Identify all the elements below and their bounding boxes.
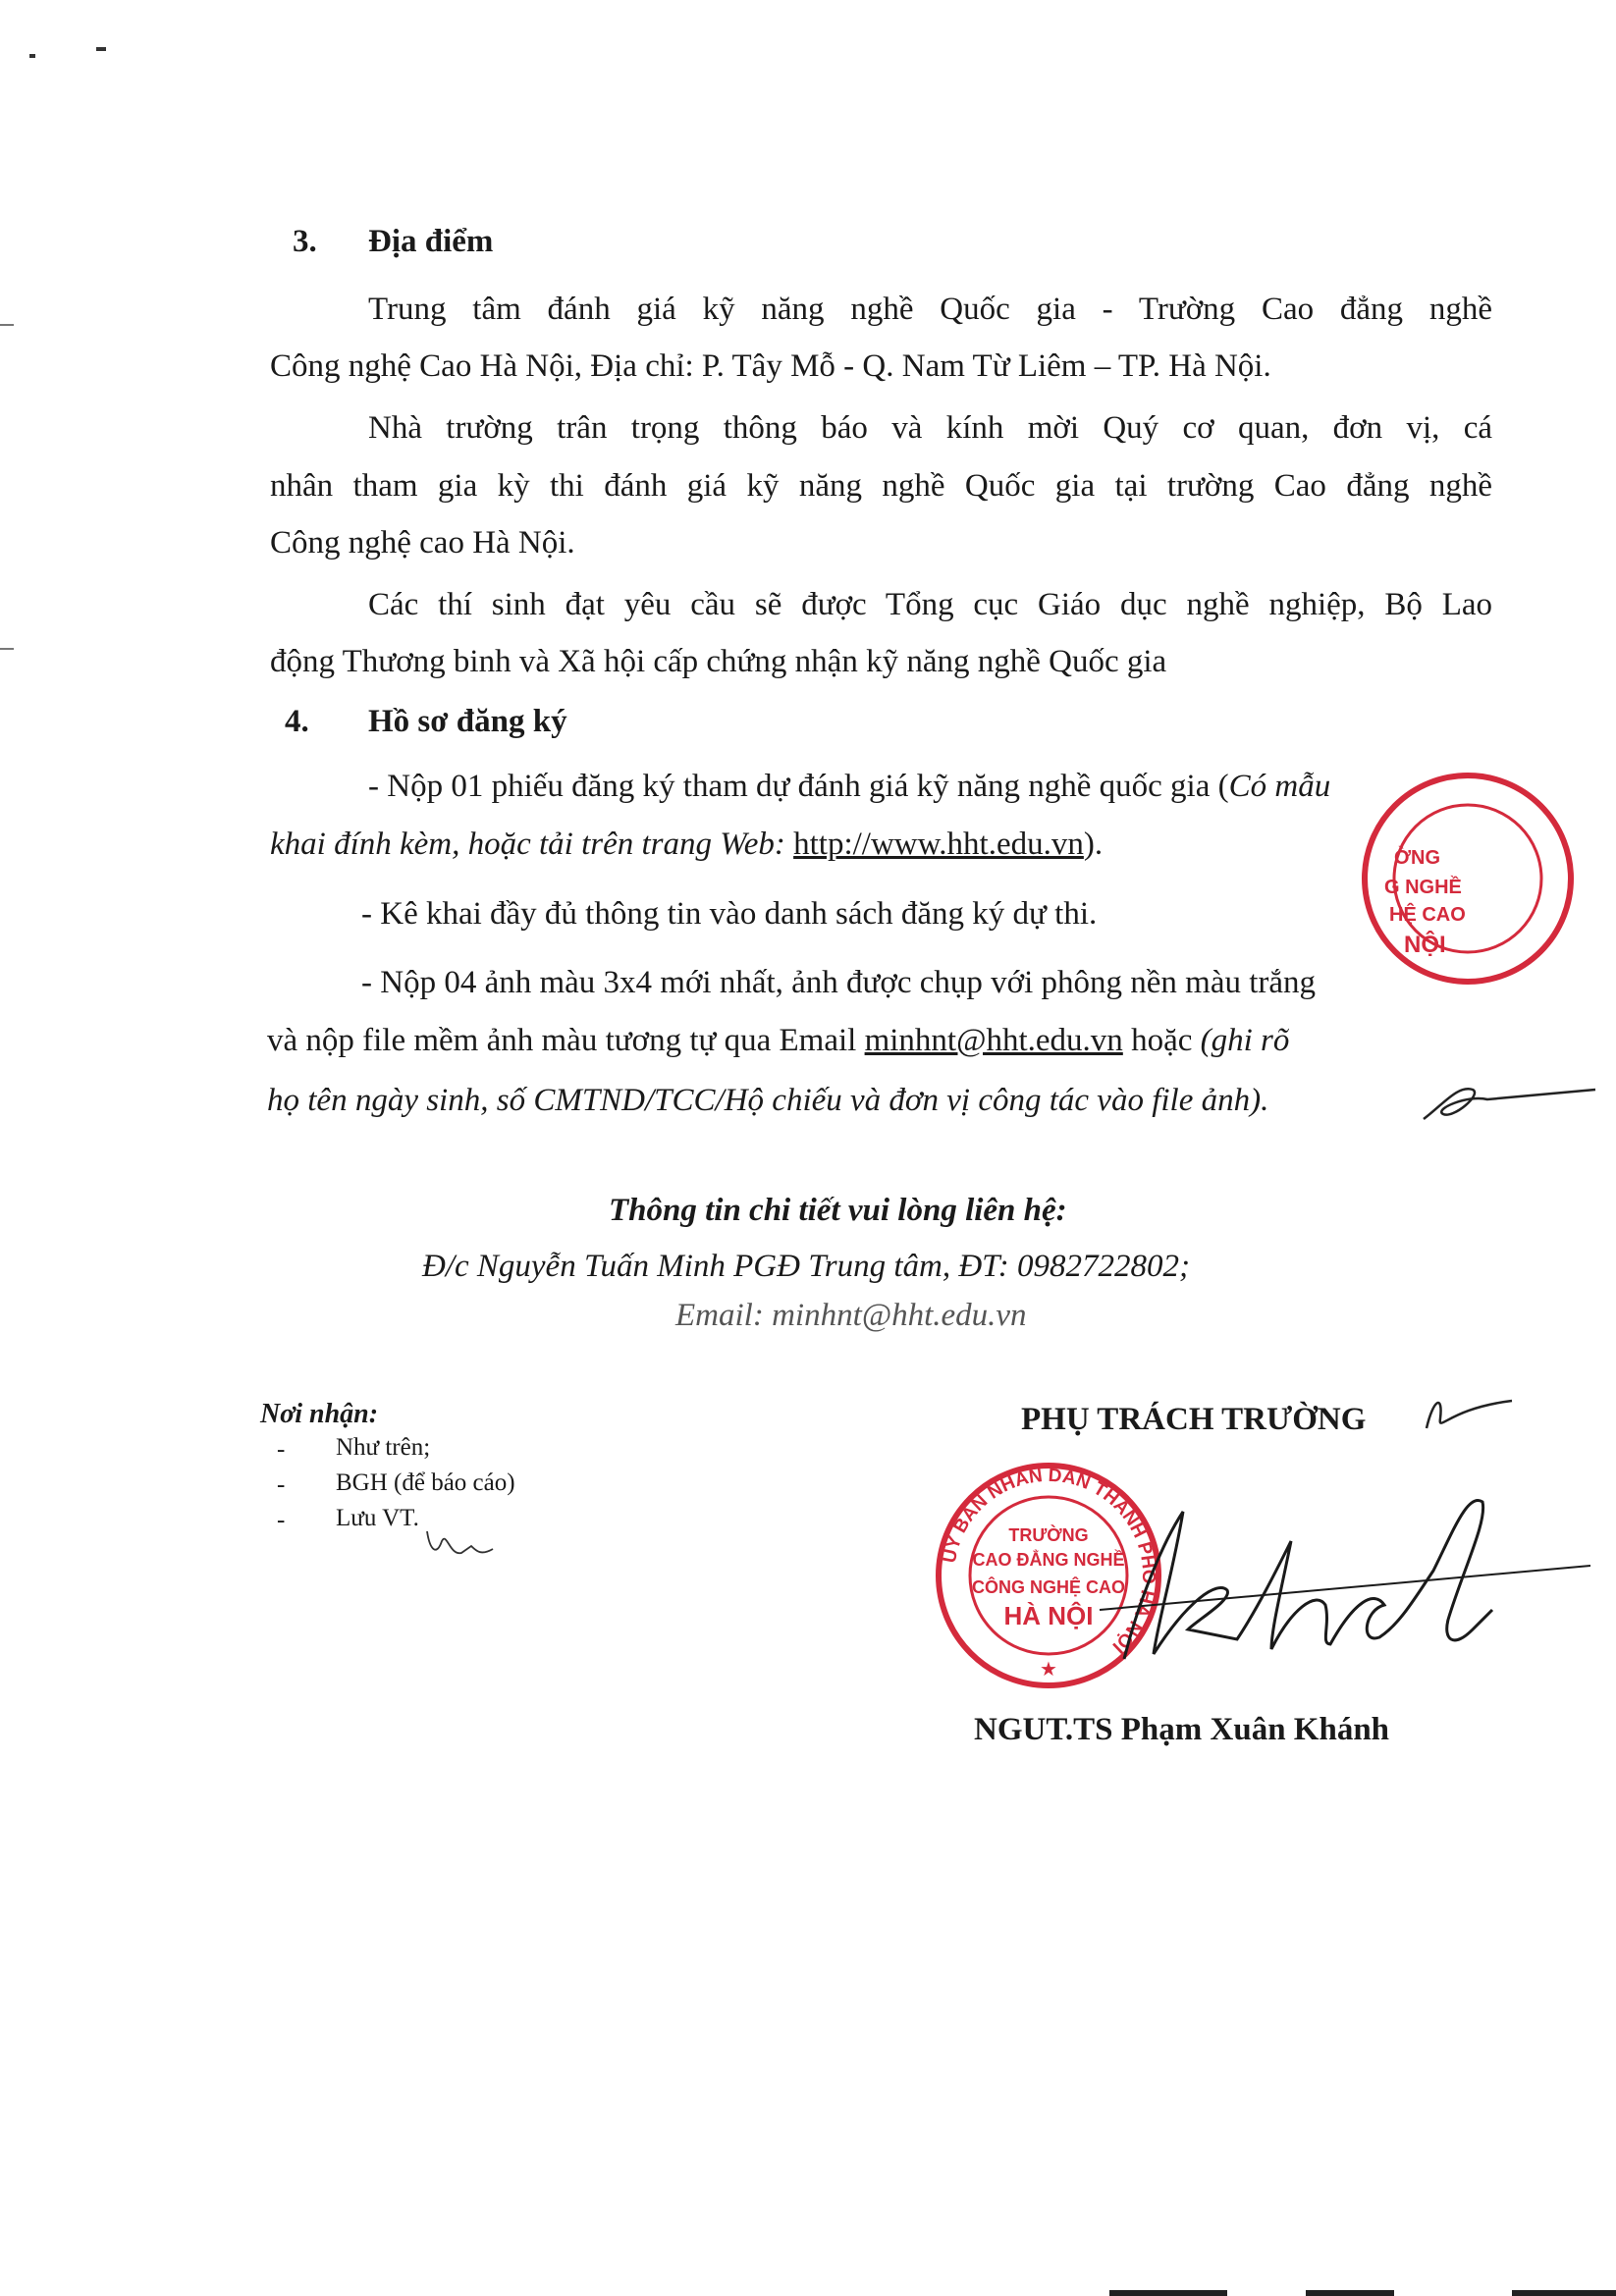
section-4-item-3-line-3 [267, 1083, 1268, 1119]
official-seal-partial [1355, 766, 1581, 991]
svg-text:ỦY BAN NHÂN DÂN THÀNH PHỐ HÀ N: ỦY BAN NHÂN DÂN THÀNH PHỐ HÀ NỘI [939, 1465, 1159, 1658]
margin-mark [0, 324, 14, 326]
item-3-text-b: hoặc [1122, 1023, 1201, 1058]
signature-title: PHỤ TRÁCH TRƯỜNG [1021, 1402, 1367, 1437]
recipient-dash: - [277, 1507, 286, 1533]
recipients-title: Nơi nhận: [260, 1399, 379, 1429]
svg-text:NỘI: NỘI [1404, 932, 1446, 958]
section-3-paragraph-1-line-1: Trung tâm đánh giá kỹ năng nghề Quốc gia - Trường Cao đẳng nghề [368, 292, 1492, 327]
section-4-number: 4. [285, 704, 309, 739]
svg-text:CAO ĐẲNG NGHỀ: CAO ĐẲNG NGHỀ [972, 1550, 1125, 1570]
item-1-text: - Nộp 01 phiếu đăng ký tham dự đánh giá kỹ năng nghề quốc gia ( [368, 769, 1229, 804]
scan-speck [29, 54, 35, 58]
recipient-item: Lưu VT. [336, 1505, 419, 1531]
scan-edge [1306, 2290, 1394, 2296]
section-3-paragraph-2-line-2: nhân tham gia kỳ thi đánh giá kỹ năng nghề Quốc gia tại trường Cao đẳng nghề [270, 468, 1492, 504]
item-1-italic-2: khai đính kèm, hoặc tải trên trang Web: [270, 827, 794, 862]
svg-text:★: ★ [1040, 1659, 1057, 1681]
recipient-dash: - [277, 1471, 286, 1498]
svg-text:HÀ NỘI: HÀ NỘI [1003, 1601, 1094, 1630]
item-1-italic: Có mẫu [1228, 769, 1331, 804]
email-link[interactable]: minhnt@hht.edu.vn [864, 1023, 1123, 1058]
scan-edge [1512, 2290, 1616, 2296]
section-4-item-3-line-2 [267, 1023, 1289, 1059]
contact-person: Đ/c Nguyễn Tuấn Minh PGĐ Trung tâm, ĐT: 0982722802; [422, 1249, 1190, 1284]
section-4-item-2: - Kê khai đầy đủ thông tin vào danh sách đăng ký dự thi. [361, 896, 1098, 932]
section-3-title: Địa điểm [368, 224, 494, 259]
svg-text:TRƯỜNG: TRƯỜNG [1008, 1525, 1089, 1545]
margin-mark [0, 648, 14, 650]
svg-text:CÔNG NGHỆ CAO: CÔNG NGHỆ CAO [971, 1577, 1126, 1597]
handwritten-signature [1080, 1482, 1590, 1679]
recipient-item: BGH (để báo cáo) [336, 1469, 515, 1496]
section-3-number: 3. [293, 224, 317, 259]
section-4-title: Hồ sơ đăng ký [368, 704, 567, 739]
svg-text:HỆ CAO: HỆ CAO [1389, 904, 1466, 926]
scan-edge [1109, 2290, 1227, 2296]
section-3-paragraph-1-line-2: Công nghệ Cao Hà Nội, Địa chỉ: P. Tây Mỗ - Q. Nam Từ Liêm – TP. Hà Nội. [270, 348, 1271, 384]
section-4-item-1-line-1 [368, 769, 1330, 805]
recipient-item: Như trên; [336, 1434, 431, 1461]
initial-scribble [1414, 1065, 1600, 1134]
recipient-dash: - [277, 1436, 286, 1463]
svg-text:ỜNG: ỜNG [1394, 847, 1441, 869]
section-4-item-1-line-2 [270, 827, 1103, 863]
contact-email: Email: minhnt@hht.edu.vn [675, 1298, 1027, 1333]
website-link[interactable]: http://www.hht.edu.vn [793, 827, 1084, 862]
scan-speck [96, 47, 106, 51]
initial-scribble-small [422, 1522, 501, 1571]
section-3-paragraph-2-line-1: Nhà trường trân trọng thông báo và kính mời Quý cơ quan, đơn vị, cá [368, 410, 1492, 446]
section-3-paragraph-3-line-2: động Thương binh và Xã hội cấp chứng nhận kỹ năng nghề Quốc gia [270, 644, 1167, 679]
section-3-paragraph-3-line-1: Các thí sinh đạt yêu cầu sẽ được Tổng cục Giáo dục nghề nghiệp, Bộ Lao [368, 587, 1492, 622]
signer-name: NGUT.TS Phạm Xuân Khánh [974, 1712, 1390, 1747]
section-4-item-3-line-1: - Nộp 04 ảnh màu 3x4 mới nhất, ảnh được chụp với phông nền màu trắng [361, 965, 1317, 1000]
title-initial-scribble [1419, 1389, 1517, 1438]
item-3-italic-2: họ tên ngày sinh, số CMTND/TCC/Hộ chiếu và đơn vị công tác vào file ảnh). [267, 1083, 1269, 1118]
item-3-italic: (ghi rõ [1200, 1023, 1290, 1058]
section-3-paragraph-2-line-3: Công nghệ cao Hà Nội. [270, 525, 575, 561]
item-3-text-a: và nộp file mềm ảnh màu tương tự qua Email [267, 1023, 865, 1058]
svg-text:G NGHỀ: G NGHỀ [1384, 877, 1462, 898]
item-1-end: ). [1083, 827, 1104, 862]
contact-heading: Thông tin chi tiết vui lòng liên hệ: [609, 1193, 1067, 1228]
